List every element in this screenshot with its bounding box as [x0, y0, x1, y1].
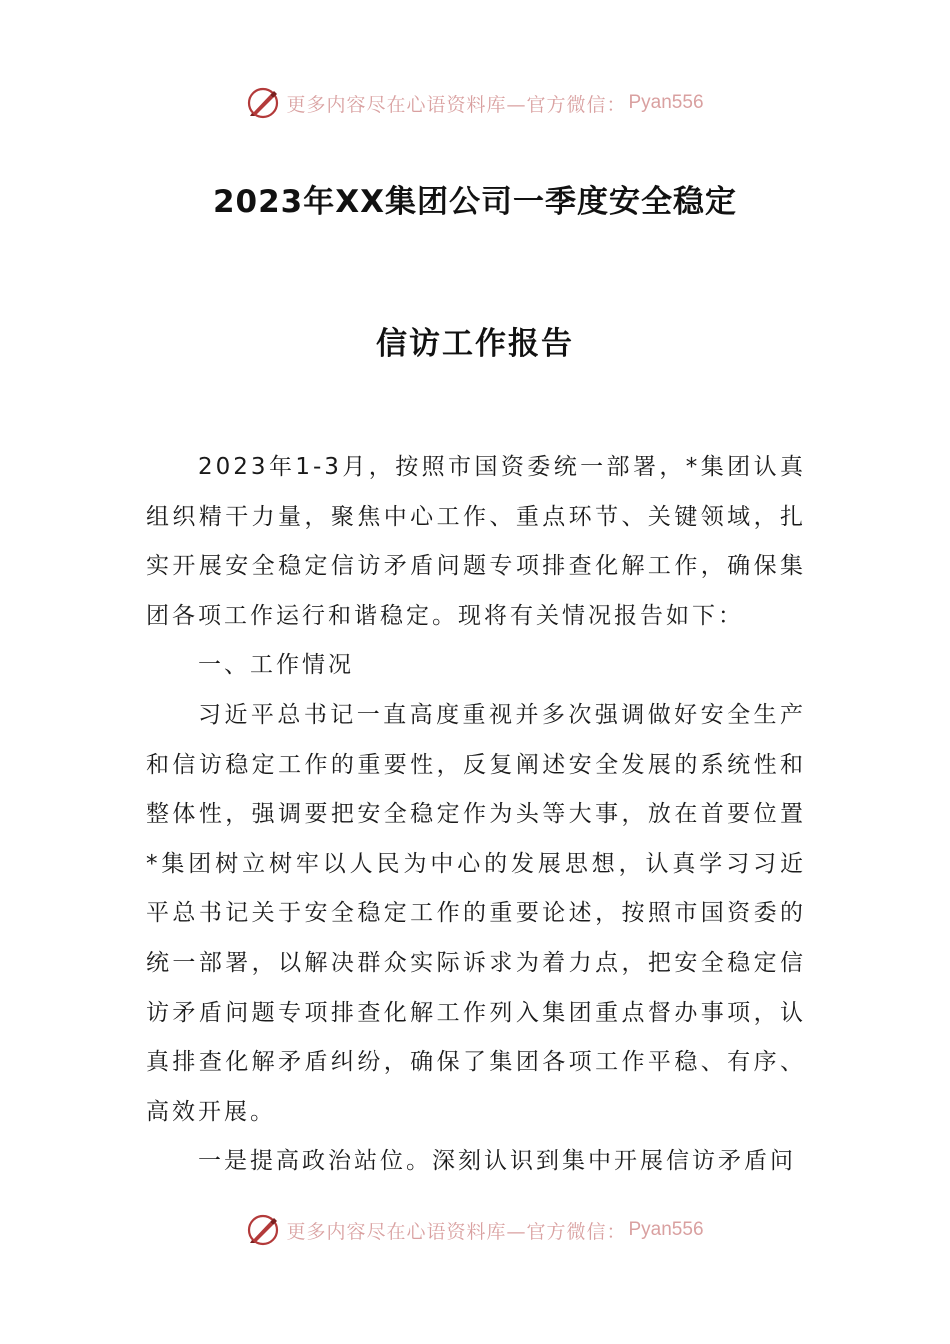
header-watermark: [0, 83, 950, 123]
watermark-wechat-id: Pyan556: [628, 92, 704, 113]
watermark-text: 更多内容尽在心语资料库—官方微信：: [286, 1220, 627, 1243]
intro-paragraph: 2023年1-3月，按照市国资委统一部署，*集团认真组织精干力量，聚焦中心工作、重点环节、关键领域，扎实开展安全稳定信访矛盾问题专项排查化解工作，确保集团各项工作运行和谐稳定。现将有关情况报告如下：: [146, 454, 806, 629]
pen-logo-icon: [246, 1213, 280, 1247]
watermark-text: 更多内容尽在心语资料库—官方微信：: [286, 93, 627, 116]
footer-watermark: [0, 1210, 950, 1250]
document-title-line-2: 信访工作报告: [376, 326, 574, 362]
section-heading: 一、工作情况: [198, 652, 354, 679]
document-body: [146, 443, 806, 1187]
document-title-line-1: 2023年XX集团公司一季度安全稳定: [212, 184, 738, 220]
body-paragraph: 一是提高政治站位。深刻认识到集中开展信访矛盾问: [198, 1148, 796, 1175]
pen-logo-icon: [246, 86, 280, 120]
body-paragraph: 习近平总书记一直高度重视并多次强调做好安全生产和信访稳定工作的重要性，反复阐述安全发展的系统性和整体性，强调要把安全稳定作为头等大事，放在首要位置*集团树立树牢以人民为中心的发展思想，认真学习习近平总书记关于安全稳定工作的重要论述，按照市国资委的统一部署，以解决群众实际诉求为着力点，把安全稳定信访矛盾问题专项排查化解工作列入集团重点督办事项，认真排查化解矛盾纠纷，确保了集团各项工作平稳、有序、高效开展。: [146, 701, 806, 1125]
watermark-wechat-id: Pyan556: [628, 1219, 704, 1240]
